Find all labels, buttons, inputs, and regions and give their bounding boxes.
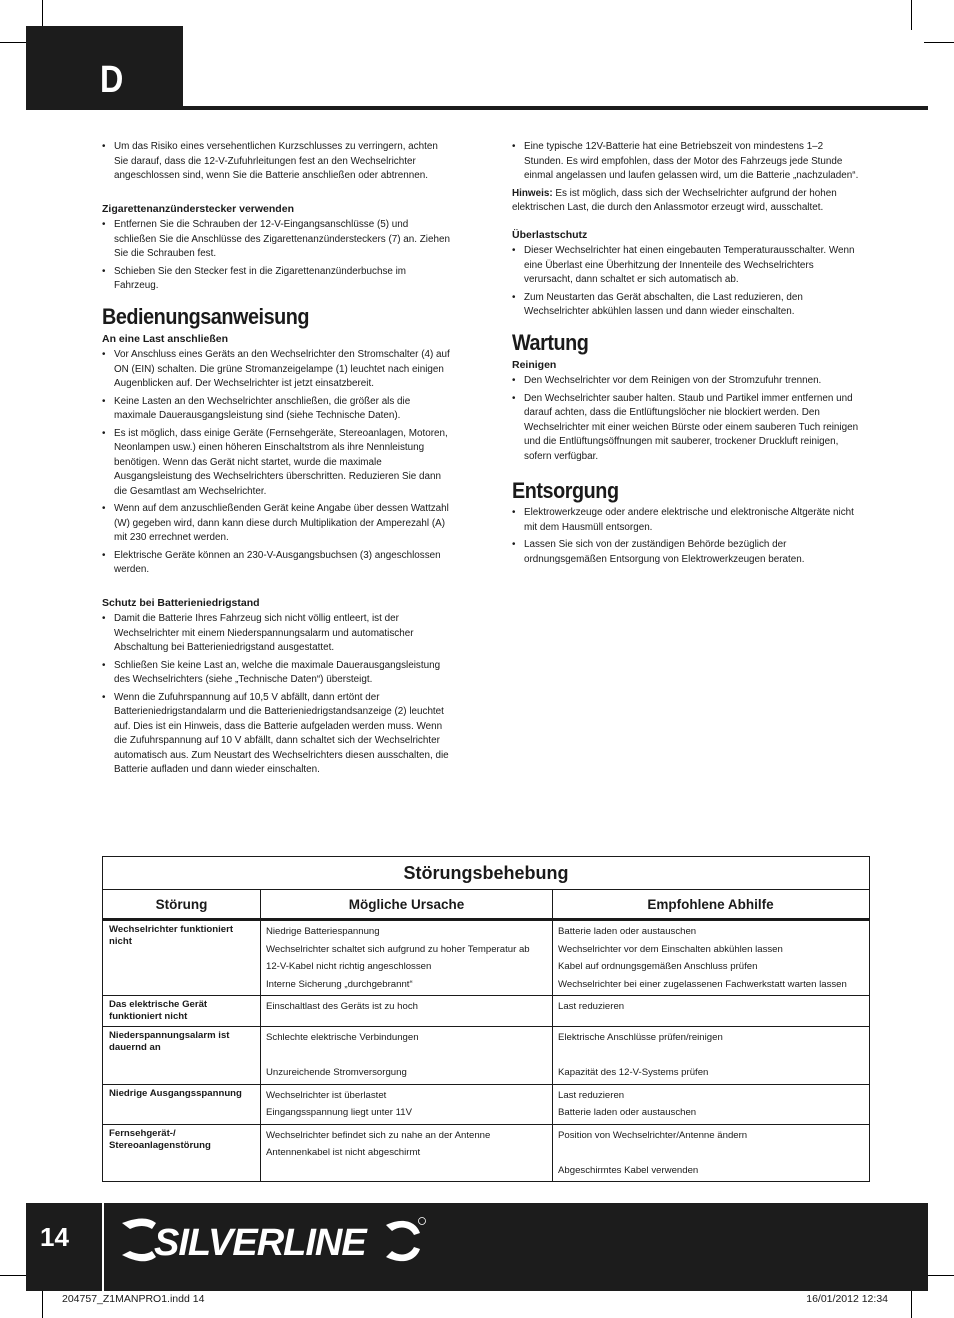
remedy-cell — [553, 1085, 868, 1124]
crop-mark — [924, 42, 954, 43]
list-item: • Schieben Sie den Stecker fest in die Zigarettenanzünderbuchse im Fahrzeug. — [102, 265, 452, 294]
column-header: Mögliche Ursache — [261, 890, 553, 918]
list-item: • Elektrowerkzeuge oder andere elektrische und elektronische Altgeräte nicht mit dem Hausmüll entsorgen. — [512, 506, 862, 535]
list-item: • Eine typische 12V-Batterie hat eine Betriebszeit von mindestens 1–2 Stunden. Es wird empfohlen, dass der Motor des Fahrzeugs jede Stunde einmal angelassen und laufen gelassen wird, um die Batterie „nachzuladen“. — [512, 140, 862, 184]
column-header: Empfohlene Abhilfe — [647, 896, 774, 912]
cause-line: Wechselrichter befindet sich zu nahe an der Antenne — [266, 1129, 491, 1141]
cause-line: Antennenkabel ist nicht abgeschirmt — [266, 1147, 421, 1158]
remedy-line: Last reduzieren — [558, 1001, 625, 1012]
logo-text: SILVERLINE — [154, 1222, 366, 1264]
left-column — [102, 140, 452, 781]
subheading-cleaning: Reinigen — [512, 358, 557, 371]
overload-list — [512, 244, 862, 320]
crop-mark — [911, 1288, 912, 1318]
remedy-line: Batterie laden oder austauschen — [558, 926, 697, 937]
problem-cell: Das elektrische Gerät funktioniert nicht — [103, 996, 261, 1026]
remedy-line: Kapazität des 12-V-Systems prüfen — [558, 1067, 709, 1078]
list-item: • Vor Anschluss eines Geräts an den Wechselrichter den Stromschalter (4) auf ON (EIN) schalten. Die grüne Stromanzeigelampe (1) leuchtet nach einigen Augenblicken auf. Der Wechselrichter ist jetzt einsatzbereit. — [102, 348, 452, 392]
crop-mark — [42, 1288, 43, 1318]
intro-list — [102, 140, 452, 184]
remedy-cell — [553, 1125, 868, 1182]
right-column — [512, 140, 862, 570]
table-row — [103, 996, 869, 1027]
remedy-line — [558, 1047, 863, 1065]
problem-cell: Fernsehgerät-/ Stereoanlagenstörung — [103, 1125, 261, 1182]
remedy-line: Wechselrichter bei einer zugelassenen Fachwerkstatt warten lassen — [558, 978, 847, 990]
table-row — [103, 1027, 869, 1085]
cause-cell — [261, 996, 553, 1026]
section-title-operation: Bedienungsanweisung — [102, 303, 310, 329]
troubleshooting-table — [102, 856, 870, 1182]
problem-cell: Wechselrichter funktioniert nicht — [103, 921, 261, 995]
slug-filename: 204757_Z1MANPRO1.indd 14 — [62, 1293, 205, 1305]
problem-cell: Niedrige Ausgangsspannung — [103, 1085, 261, 1124]
list-item: • Den Wechselrichter sauber halten. Staub und Partikel immer entfernen und darauf achten, dass die Entlüftungslöcher nie blockiert werden. Den Wechselrichter mit einer weichen Bürste oder einem sauberen Tuch reinigen und die Entlüftungsöffnungen mit sauberer, trockener Druckluft reinigen, sofern verfügbar. — [512, 392, 862, 465]
remedy-cell — [553, 921, 868, 995]
logo-graphic — [118, 1213, 428, 1269]
remedy-line — [558, 1144, 863, 1162]
cause-line: Niedrige Batteriespannung — [266, 926, 380, 937]
subheading-load: An eine Last anschließen — [102, 332, 229, 345]
note-text: Es ist möglich, dass sich der Wechselrichter aufgrund der hohen elektrischen Last, die durch den Anlassmotor erzeugt wird, ausschaltet. — [512, 187, 837, 213]
footer-divider — [102, 1203, 104, 1291]
table-row — [103, 1125, 869, 1182]
note-paragraph — [512, 187, 862, 216]
list-item: • Damit die Batterie Ihres Fahrzeug sich nicht völlig entleert, ist der Wechselrichter mit einem Niederspannungsalarm und automatischer Abschaltung bei Batterieniedrigstand ausgestattet. — [102, 612, 452, 656]
list-item: • Entfernen Sie die Schrauben der 12-V-Eingangsanschlüsse (5) und schließen Sie die Anschlüsse des Zigarettenanzündersteckers (7) an. Ziehen Sie die Schrauben fest. — [102, 218, 452, 262]
slug-timestamp: 16/01/2012 12:34 — [806, 1293, 888, 1305]
remedy-line: Position von Wechselrichter/Antenne ändern — [558, 1129, 748, 1141]
list-item: • Wenn die Zufuhrspannung auf 10,5 V abfällt, dann ertönt der Batterieniedrigstandalarm und die Batterieniedrigstandsanzeige (2) leuchtet auf. Dies ist ein Hinweis, dass die Batterie aufgeladen werden muss. Wenn die Zufuhrspannung auf 10 V abfällt, dann schaltet sich der Wechselrichter automatisch aus. Zum Neustart des Wechselrichters diesen ausschalten, die Batterie aufladen und dann wieder einschalten. — [102, 691, 452, 778]
cause-line: Interne Sicherung „durchgebrannt“ — [266, 978, 413, 990]
list-item: • Zum Neustarten das Gerät abschalten, die Last reduzieren, den Wechselrichter abkühlen lassen und dann wieder einschalten. — [512, 291, 862, 320]
list-item: • Schließen Sie keine Last an, welche die maximale Dauerausgangsleistung des Wechselrichters (siehe „Technische Daten“) übersteigt. — [102, 659, 452, 688]
table-row — [103, 921, 869, 996]
subheading-cigarette: Zigarettenanzünderstecker verwenden — [102, 202, 294, 215]
cleaning-list — [512, 374, 862, 464]
disposal-list — [512, 506, 862, 567]
subheading-overload: Überlastschutz — [512, 228, 588, 241]
remedy-cell — [553, 996, 868, 1026]
battery-runtime-list — [512, 140, 862, 184]
cause-line: Einschaltlast des Geräts ist zu hoch — [266, 1001, 418, 1012]
remedy-line: Kabel auf ordnungsgemäßen Anschluss prüfen — [558, 961, 758, 972]
table-header-row — [103, 890, 869, 921]
problem-cell: Niederspannungsalarm ist dauernd an — [103, 1027, 261, 1084]
cause-line: 12-V-Kabel nicht richtig angeschlossen — [266, 961, 432, 972]
cause-line: Wechselrichter ist überlastet — [266, 1089, 387, 1101]
remedy-line: Elektrische Anschlüsse prüfen/reinigen — [558, 1032, 723, 1043]
subheading-battery: Schutz bei Batterieniedrigstand — [102, 596, 260, 609]
remedy-line: Abgeschirmtes Kabel verwenden — [558, 1164, 699, 1176]
remedy-line: Wechselrichter vor dem Einschalten abkühlen lassen — [558, 943, 783, 955]
list-item: • Dieser Wechselrichter hat einen eingebauten Temperaturausschalter. Wenn eine Überlast eine Überhitzung der Innenteile des Wechselrichters verursacht, dann schaltet er sich automatisch ab. — [512, 244, 862, 288]
cig-list — [102, 218, 452, 294]
crop-mark — [924, 1275, 954, 1276]
list-item: • Keine Lasten an den Wechselrichter anschließen, die größer als die maximale Dauerausgangsleistung sind (siehe Technische Daten). — [102, 395, 452, 424]
section-title-maintenance: Wartung — [512, 329, 589, 355]
remedy-cell — [553, 1027, 868, 1084]
cause-line: Schlechte elektrische Verbindungen — [266, 1032, 419, 1043]
page-number: 14 — [40, 1222, 69, 1252]
list-item: • Es ist möglich, dass einige Geräte (Fernsehgeräte, Stereoanlagen, Motoren, Neonlampen usw.) einen höheren Einschaltstrom als ihre Nennleistung benötigen. Wenn das Gerät nicht startet, wurde die maximale Ausgangsleistung des Wechselrichters überschritten. Reduzieren Sie dann die Gesamtlast am Wechselrichter. — [102, 427, 452, 500]
language-letter: D — [100, 59, 124, 101]
cause-cell — [261, 921, 553, 995]
cause-cell — [261, 1027, 553, 1084]
remedy-line: Batterie laden oder austauschen — [558, 1107, 697, 1118]
list-item: • Wenn auf dem anzuschließenden Gerät keine Angabe über dessen Wattzahl (W) gegeben wird, dann kann diese durch Multiplikation der Amperezahl (A) mit 230 errechnet werden. — [102, 502, 452, 546]
remedy-line: Last reduzieren — [558, 1089, 625, 1101]
table-title: Störungsbehebung — [103, 857, 869, 890]
silverline-logo — [118, 1213, 428, 1274]
cause-line — [266, 1047, 547, 1065]
cause-line: Unzureichende Stromversorgung — [266, 1067, 407, 1078]
list-item: • Elektrische Geräte können an 230-V-Ausgangsbuchsen (3) angeschlossen werden. — [102, 549, 452, 578]
table-row — [103, 1085, 869, 1125]
cause-line: Eingangsspannung liegt unter 11V — [266, 1107, 412, 1118]
table-body — [103, 921, 869, 1181]
list-item: • Den Wechselrichter vor dem Reinigen von der Stromzufuhr trennen. — [512, 374, 862, 389]
section-title-disposal: Entsorgung — [512, 478, 619, 503]
header-rule — [183, 106, 928, 110]
list-item: • Um das Risiko eines versehentlichen Kurzschlusses zu verringern, achten Sie darauf, dass die 12-V-Zufuhrleitungen fest an den Wechselrichter angeschlossen sind, wenn Sie die Batterie anschließen oder abtrennen. — [102, 140, 452, 184]
list-item: • Lassen Sie sich von der zuständigen Behörde bezüglich der ordnungsgemäßen Entsorgung von Elektrowerkzeugen beraten. — [512, 538, 862, 567]
load-list — [102, 348, 452, 578]
cause-line: Wechselrichter schaltet sich aufgrund zu hoher Temperatur ab — [266, 943, 530, 955]
note-label: Hinweis: — [512, 187, 553, 199]
column-header: Störung — [103, 890, 261, 918]
battery-list — [102, 612, 452, 778]
crop-mark — [911, 0, 912, 30]
cause-cell — [261, 1085, 553, 1124]
cause-cell — [261, 1125, 553, 1182]
